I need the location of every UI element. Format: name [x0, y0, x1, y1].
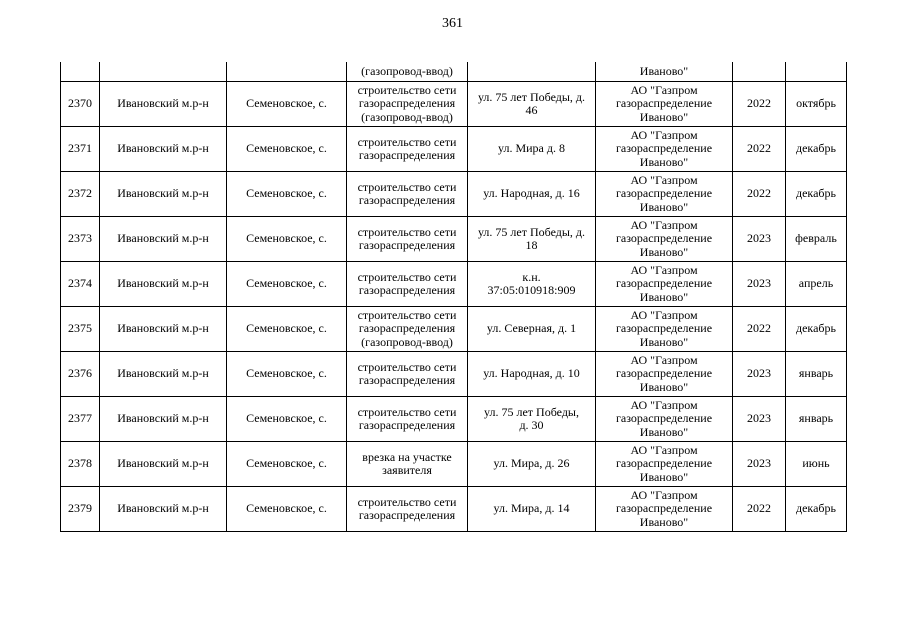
- cell-number: 2376: [61, 352, 100, 397]
- cell-year: 2022: [733, 127, 786, 172]
- cell-organization: АО "Газпром газораспределение Иваново": [596, 442, 733, 487]
- cell-year: [733, 62, 786, 82]
- cell-work-type: строительство сети газораспределения: [347, 397, 468, 442]
- cell-settlement: Семеновское, с.: [227, 307, 347, 352]
- cell-number: 2373: [61, 217, 100, 262]
- cell-settlement: Семеновское, с.: [227, 487, 347, 532]
- table-row: [61, 262, 847, 307]
- cell-address: [468, 62, 596, 82]
- cell-year: 2022: [733, 487, 786, 532]
- cell-settlement: Семеновское, с.: [227, 82, 347, 127]
- cell-year: 2023: [733, 442, 786, 487]
- cell-district: Ивановский м.р-н: [100, 82, 227, 127]
- cell-year: 2023: [733, 397, 786, 442]
- cell-year: 2023: [733, 217, 786, 262]
- continuation-row: [61, 62, 847, 82]
- cell-district: Ивановский м.р-н: [100, 217, 227, 262]
- cell-work-type: строительство сети газораспределения: [347, 487, 468, 532]
- cell-month: апрель: [786, 262, 847, 307]
- cell-month: декабрь: [786, 487, 847, 532]
- table-row: [61, 487, 847, 532]
- cell-address: ул. Мира, д. 14: [468, 487, 596, 532]
- cell-district: [100, 62, 227, 82]
- cell-number: 2371: [61, 127, 100, 172]
- cell-settlement: Семеновское, с.: [227, 397, 347, 442]
- cell-address: ул. Мира д. 8: [468, 127, 596, 172]
- cell-district: Ивановский м.р-н: [100, 352, 227, 397]
- cell-work-type: строительство сети газораспределения: [347, 127, 468, 172]
- table-row: [61, 172, 847, 217]
- cell-work-type: строительство сети газораспределения (газопровод-ввод): [347, 307, 468, 352]
- cell-number: 2375: [61, 307, 100, 352]
- cell-month: декабрь: [786, 307, 847, 352]
- cell-month: декабрь: [786, 172, 847, 217]
- cell-month: январь: [786, 397, 847, 442]
- cell-organization: АО "Газпром газораспределение Иваново": [596, 82, 733, 127]
- cell-year: 2023: [733, 262, 786, 307]
- cell-address: ул. Северная, д. 1: [468, 307, 596, 352]
- cell-number: 2377: [61, 397, 100, 442]
- cell-work-type: строительство сети газораспределения: [347, 352, 468, 397]
- cell-number: 2370: [61, 82, 100, 127]
- cell-month: декабрь: [786, 127, 847, 172]
- table-body: [61, 62, 847, 532]
- table-row: [61, 82, 847, 127]
- cell-district: Ивановский м.р-н: [100, 127, 227, 172]
- cell-number: 2378: [61, 442, 100, 487]
- cell-year: 2022: [733, 82, 786, 127]
- cell-month: январь: [786, 352, 847, 397]
- cell-settlement: Семеновское, с.: [227, 262, 347, 307]
- cell-address: ул. 75 лет Победы, д. 30: [468, 397, 596, 442]
- cell-organization: АО "Газпром газораспределение Иваново": [596, 172, 733, 217]
- cell-work-type: строительство сети газораспределения (газопровод-ввод): [347, 82, 468, 127]
- gas-distribution-register-table: [60, 62, 847, 532]
- cell-settlement: Семеновское, с.: [227, 217, 347, 262]
- cell-address: ул. Народная, д. 10: [468, 352, 596, 397]
- cell-district: Ивановский м.р-н: [100, 487, 227, 532]
- cell-settlement: Семеновское, с.: [227, 172, 347, 217]
- cell-district: Ивановский м.р-н: [100, 172, 227, 217]
- cell-organization: АО "Газпром газораспределение Иваново": [596, 217, 733, 262]
- cell-district: Ивановский м.р-н: [100, 262, 227, 307]
- cell-organization: АО "Газпром газораспределение Иваново": [596, 307, 733, 352]
- cell-address: ул. Мира, д. 26: [468, 442, 596, 487]
- cell-settlement: Семеновское, с.: [227, 442, 347, 487]
- table-row: [61, 442, 847, 487]
- page-number: 361: [442, 16, 463, 31]
- cell-district: Ивановский м.р-н: [100, 307, 227, 352]
- cell-work-type: строительство сети газораспределения: [347, 262, 468, 307]
- cell-work-type: строительство сети газораспределения: [347, 217, 468, 262]
- cell-address: ул. 75 лет Победы, д. 46: [468, 82, 596, 127]
- cell-settlement: [227, 62, 347, 82]
- cell-settlement: Семеновское, с.: [227, 127, 347, 172]
- cell-year: 2022: [733, 172, 786, 217]
- cell-organization: АО "Газпром газораспределение Иваново": [596, 487, 733, 532]
- cell-settlement: Семеновское, с.: [227, 352, 347, 397]
- cell-organization: АО "Газпром газораспределение Иваново": [596, 262, 733, 307]
- cell-year: 2022: [733, 307, 786, 352]
- cell-address: к.н. 37:05:010918:909: [468, 262, 596, 307]
- table-row: [61, 307, 847, 352]
- cell-year: 2023: [733, 352, 786, 397]
- cell-number: 2374: [61, 262, 100, 307]
- cell-address: ул. 75 лет Победы, д. 18: [468, 217, 596, 262]
- cell-month: [786, 62, 847, 82]
- cell-month: июнь: [786, 442, 847, 487]
- cell-number: 2372: [61, 172, 100, 217]
- cell-organization: АО "Газпром газораспределение Иваново": [596, 352, 733, 397]
- cell-month: февраль: [786, 217, 847, 262]
- cell-number: 2379: [61, 487, 100, 532]
- cell-organization: АО "Газпром газораспределение Иваново": [596, 127, 733, 172]
- cell-work-type: (газопровод-ввод): [347, 62, 468, 82]
- table-row: [61, 127, 847, 172]
- table-row: [61, 352, 847, 397]
- cell-address: ул. Народная, д. 16: [468, 172, 596, 217]
- cell-month: октябрь: [786, 82, 847, 127]
- cell-organization: Иваново": [596, 62, 733, 82]
- cell-organization: АО "Газпром газораспределение Иваново": [596, 397, 733, 442]
- cell-work-type: врезка на участке заявителя: [347, 442, 468, 487]
- table-row: [61, 217, 847, 262]
- cell-district: Ивановский м.р-н: [100, 442, 227, 487]
- table-row: [61, 397, 847, 442]
- cell-number: [61, 62, 100, 82]
- cell-work-type: строительство сети газораспределения: [347, 172, 468, 217]
- cell-district: Ивановский м.р-н: [100, 397, 227, 442]
